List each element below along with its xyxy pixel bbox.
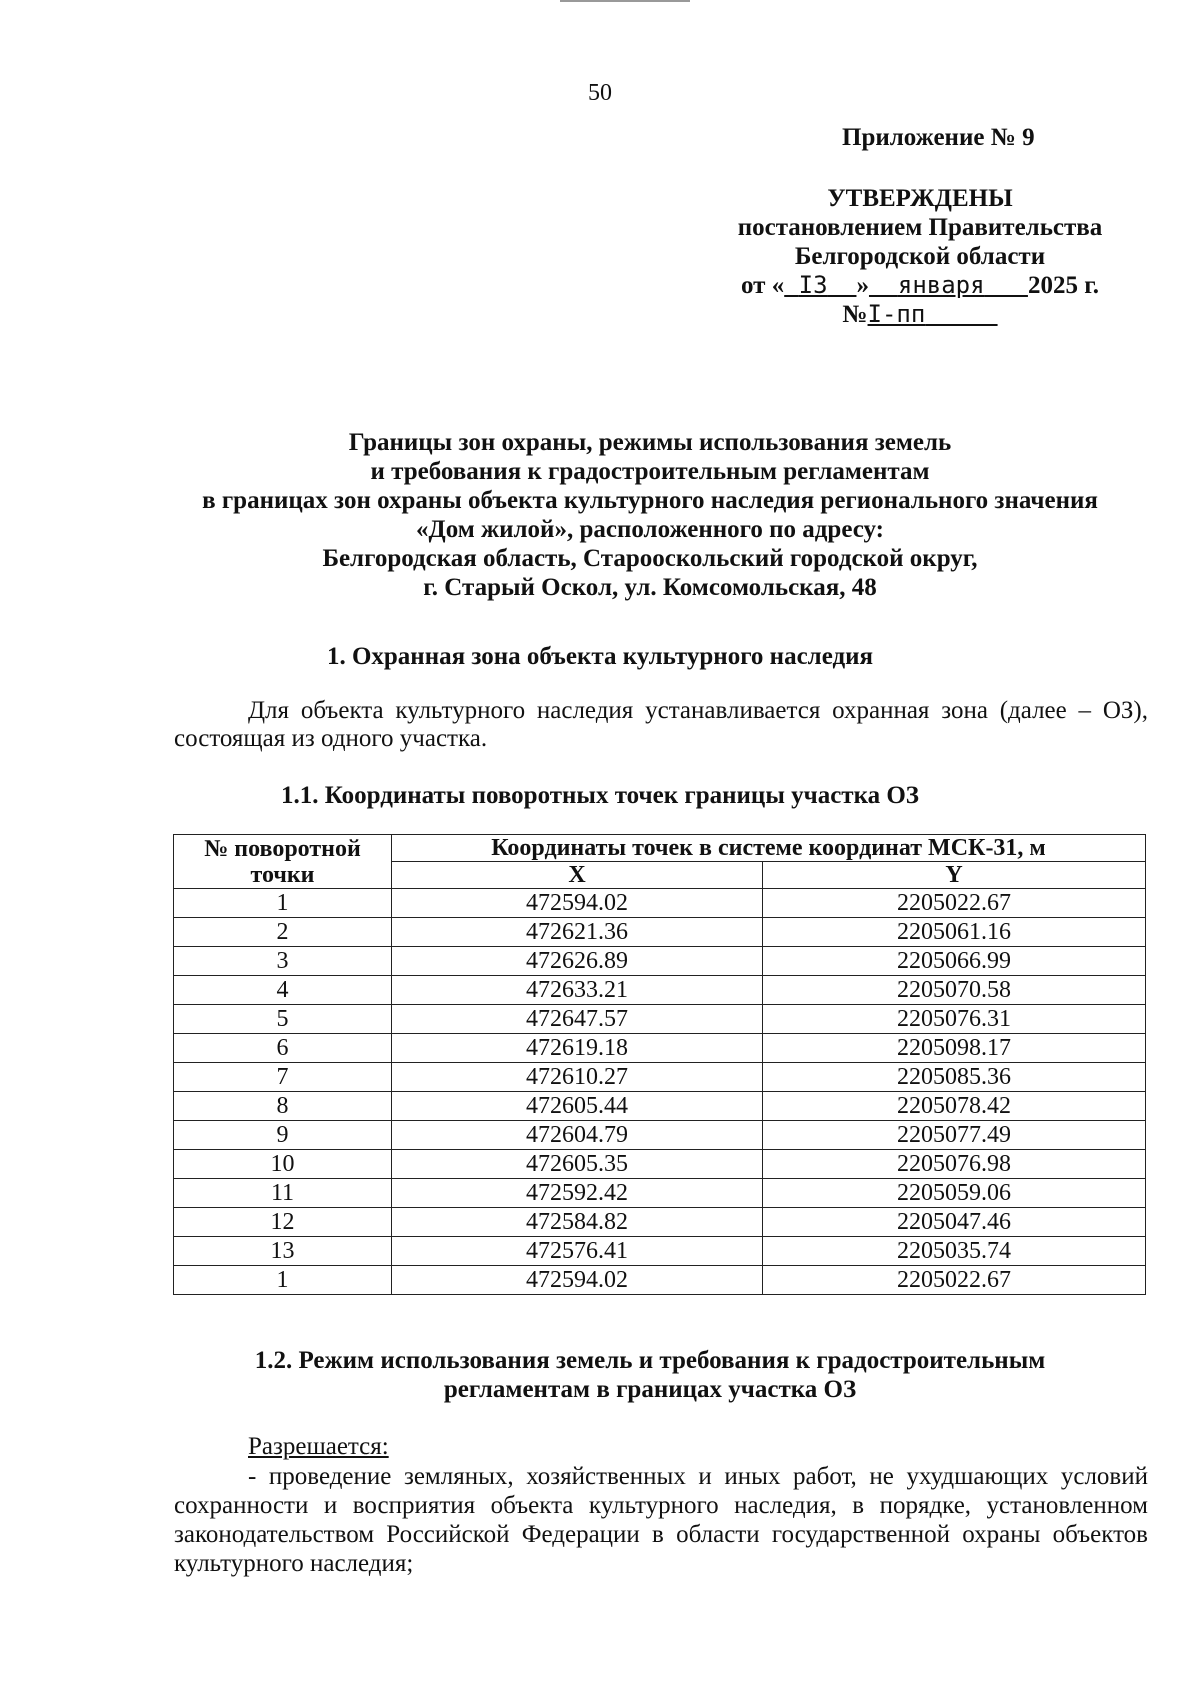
table-row — [174, 976, 1146, 1005]
table-row — [174, 1208, 1146, 1237]
cell-y: 2205070.58 — [763, 976, 1146, 1005]
cell-point: 3 — [174, 947, 392, 976]
approval-number — [720, 300, 1120, 329]
number-value: I-пп — [867, 300, 926, 328]
cell-y: 2205085.36 — [763, 1063, 1146, 1092]
section-1-1-heading: 1.1. Координаты поворотных точек границы участка ОЗ — [281, 782, 919, 809]
cell-point: 10 — [174, 1150, 392, 1179]
cell-x: 472592.42 — [392, 1179, 763, 1208]
section-1-2-heading: 1.2. Режим использования земель и требования к градостроительным регламентам в границах участка ОЗ — [254, 1347, 1046, 1403]
table-row — [174, 1063, 1146, 1092]
approval-block — [720, 184, 1120, 329]
cell-point: 9 — [174, 1121, 392, 1150]
cell-point: 6 — [174, 1034, 392, 1063]
section-1-heading: 1. Охранная зона объекта культурного наследия — [326, 643, 874, 670]
cell-y: 2205078.42 — [763, 1092, 1146, 1121]
table-row — [174, 1034, 1146, 1063]
cell-y: 2205076.31 — [763, 1005, 1146, 1034]
cell-x: 472604.79 — [392, 1121, 763, 1150]
header-y: Y — [763, 862, 1146, 889]
title-line: г. Старый Оскол, ул. Комсомольская, 48 — [423, 574, 877, 601]
cell-point: 11 — [174, 1179, 392, 1208]
cell-y: 2205098.17 — [763, 1034, 1146, 1063]
table-row — [174, 1150, 1146, 1179]
cell-y: 2205059.06 — [763, 1179, 1146, 1208]
approval-heading: УТВЕРЖДЕНЫ — [827, 185, 1013, 212]
cell-point: 8 — [174, 1092, 392, 1121]
cell-y: 2205047.46 — [763, 1208, 1146, 1237]
cell-y: 2205035.74 — [763, 1237, 1146, 1266]
cell-x: 472647.57 — [392, 1005, 763, 1034]
cell-point: 12 — [174, 1208, 392, 1237]
cell-x: 472594.02 — [392, 889, 763, 918]
cell-x: 472605.35 — [392, 1150, 763, 1179]
date-month: января — [897, 271, 985, 299]
date-year: 2025 г. — [1027, 272, 1099, 299]
cell-x: 472610.27 — [392, 1063, 763, 1092]
page-number: 50 — [588, 80, 612, 106]
top-edge-line — [560, 0, 690, 2]
cell-point: 5 — [174, 1005, 392, 1034]
date-mid: » — [856, 272, 869, 299]
table-row — [174, 1237, 1146, 1266]
cell-x: 472605.44 — [392, 1092, 763, 1121]
approval-line-2: постановлением Правительства — [737, 214, 1103, 241]
coordinates-table — [173, 834, 1146, 1295]
header-coordinates: Координаты точек в системе координат МСК-31, м — [392, 835, 1146, 862]
allowed-item-1: - проведение земляных, хозяйственных и иных работ, не ухудшающих условий сохранности и восприятия объекта культурного наследия, в порядке, установленном законодательством Российской Федерации в области государственной охраны объектов культурного наследия; — [174, 1463, 1148, 1577]
cell-y: 2205077.49 — [763, 1121, 1146, 1150]
table-row — [174, 889, 1146, 918]
approval-line-3: Белгородской области — [794, 243, 1046, 270]
cell-point: 1 — [174, 1266, 392, 1295]
number-prefix: № — [842, 301, 868, 328]
cell-x: 472626.89 — [392, 947, 763, 976]
table-row — [174, 1005, 1146, 1034]
cell-point: 4 — [174, 976, 392, 1005]
cell-x: 472621.36 — [392, 918, 763, 947]
allowed-label: Разрешается: — [248, 1433, 389, 1460]
date-day: I3 — [798, 271, 828, 299]
cell-x: 472584.82 — [392, 1208, 763, 1237]
table-row — [174, 918, 1146, 947]
cell-x: 472594.02 — [392, 1266, 763, 1295]
cell-x: 472633.21 — [392, 976, 763, 1005]
header-x: X — [392, 862, 763, 889]
cell-y: 2205066.99 — [763, 947, 1146, 976]
cell-point: 2 — [174, 918, 392, 947]
cell-point: 7 — [174, 1063, 392, 1092]
table-row — [174, 1179, 1146, 1208]
cell-y: 2205022.67 — [763, 889, 1146, 918]
table-row — [174, 1121, 1146, 1150]
title-line: и требования к градостроительным регламентам — [370, 458, 930, 485]
appendix-label: Приложение № 9 — [842, 124, 1035, 151]
section-1-paragraph: Для объекта культурного наследия устанавливается охранная зона (далее – ОЗ), состоящая из одного участка. — [174, 697, 1148, 752]
document-title — [150, 428, 1150, 602]
cell-y: 2205076.98 — [763, 1150, 1146, 1179]
header-point-number: № поворотной точки — [174, 835, 392, 889]
cell-x: 472576.41 — [392, 1237, 763, 1266]
cell-point: 13 — [174, 1237, 392, 1266]
cell-y: 2205061.16 — [763, 918, 1146, 947]
cell-x: 472619.18 — [392, 1034, 763, 1063]
date-prefix: от « — [741, 272, 785, 299]
table-row — [174, 1266, 1146, 1295]
title-line: Границы зон охраны, режимы использования земель — [348, 429, 952, 456]
title-line: Белгородская область, Старооскольский городской округ, — [322, 545, 978, 572]
table-row — [174, 947, 1146, 976]
title-line: «Дом жилой», расположенного по адресу: — [416, 516, 884, 543]
approval-date — [720, 271, 1120, 300]
cell-point: 1 — [174, 889, 392, 918]
cell-y: 2205022.67 — [763, 1266, 1146, 1295]
table-row — [174, 1092, 1146, 1121]
title-line: в границах зон охраны объекта культурного наследия регионального значения — [202, 487, 1098, 514]
